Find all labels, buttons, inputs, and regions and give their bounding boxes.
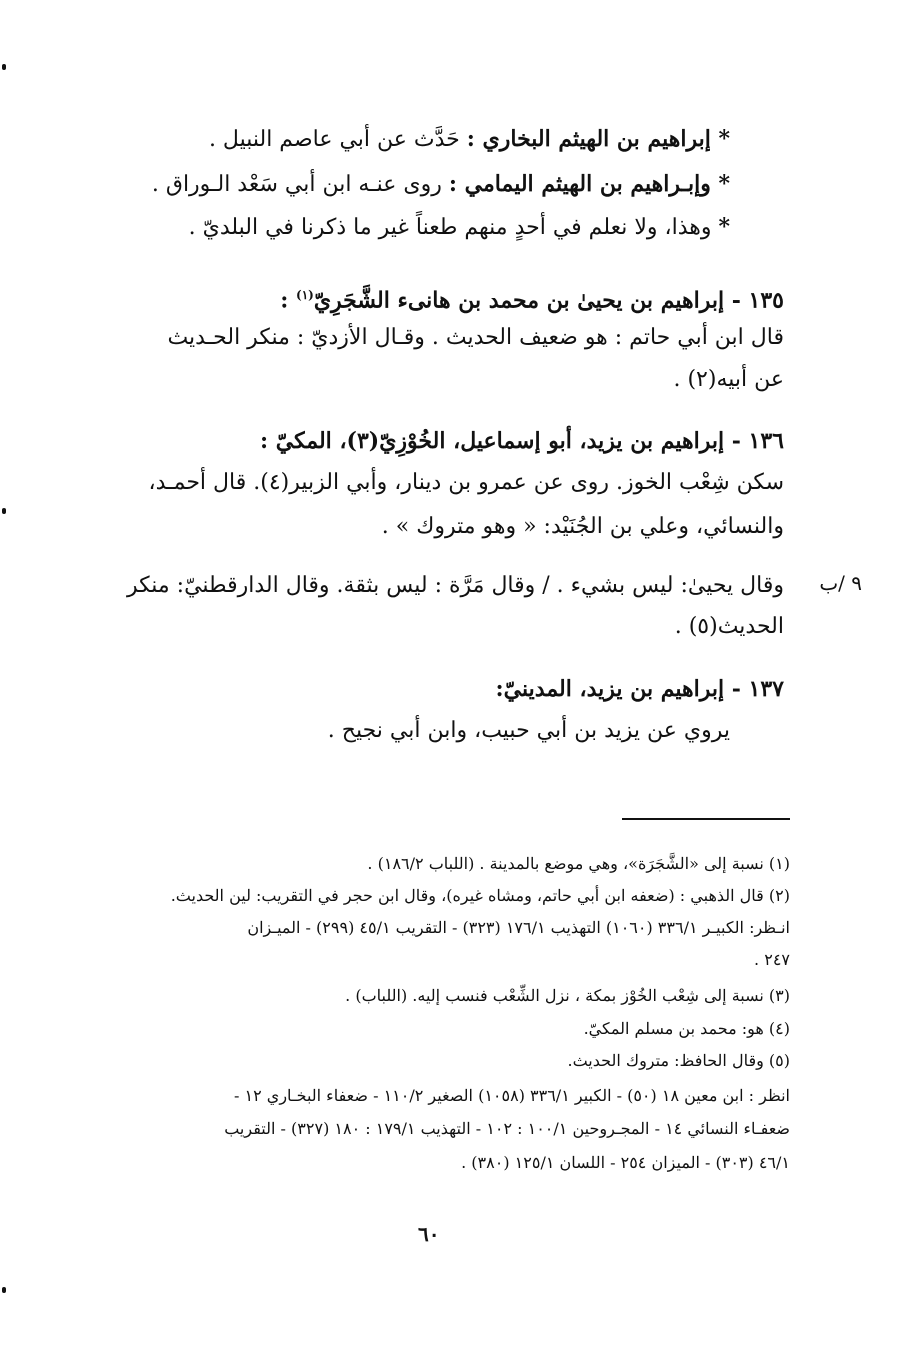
footnote: (٣) نسبة إلى شِعْب الخُوْز بمكة ، نزل الشِّعْب فنسب إليه. (اللباب) . — [345, 986, 790, 1005]
entry-heading — [280, 280, 784, 315]
intro-name: * إبراهيم بن الهيثم البخاري : — [466, 126, 730, 152]
footnote: ضعفـاء النسائي ١٤ - المجـروحين ١٠٠/١ : ١٠٢ - التهذيب ١٧٩/١ : ١٨٠ (٣٢٧) - التقريب — [224, 1119, 790, 1138]
scan-mark — [2, 64, 6, 70]
intro-text: حَدَّث عن أبي عاصم النبيل . — [208, 127, 467, 152]
intro-name: * وإبـراهيم بن الهيثم اليمامي : — [448, 171, 730, 197]
entry-heading-text: ١٣٥ - إبراهيم بن يحيىٰ بن محمد بن هانىء الشَّجَرِيّ — [313, 287, 784, 314]
footnote-ref: (١) — [296, 288, 314, 302]
footnote-separator — [622, 818, 790, 820]
footnote: ٢٤٧ . — [754, 950, 790, 969]
footnote: انظر : ابن معين ١٨ (٥٠) - الكبير ٣٣٦/١ (١٠٥٨) الصغير ١١٠/٢ - ضعفاء البخـاري ١٢ - — [234, 1086, 790, 1105]
footnote: (٥) وقال الحافظ: متروك الحديث. — [567, 1051, 790, 1070]
entry-line: وقال يحيىٰ: ليس بشيء . / وقال مَرَّة : ليس بثقة. وقال الدارقطنيّ: منكر — [126, 573, 784, 598]
intro-line — [152, 169, 730, 200]
intro-text: وهذا، ولا نعلم في أحدٍ منهم طعناً غير ما ذكرنا في البلديّ . — [188, 215, 719, 240]
entry-line: الحديث(٥) . — [674, 614, 784, 639]
intro-text: روى عنـه ابن أبي سَعْد الـوراق . — [151, 172, 449, 197]
entry-heading: ١٣٧ - إبراهيم بن يزيد، المدينيّ: — [495, 676, 784, 702]
scan-mark — [2, 508, 6, 514]
intro-name: * — [718, 214, 730, 240]
entry-heading: ١٣٦ - إبراهيم بن يزيد، أبو إسماعيل، الخُوْزِيّ(٣)، المكيّ : — [259, 428, 784, 454]
entry-line: يروي عن يزيد بن أبي حبيب، وابن أبي نجيح . — [327, 718, 730, 743]
entry-heading-tail: : — [280, 287, 296, 314]
intro-line — [209, 124, 730, 155]
scan-mark — [2, 1287, 6, 1293]
footnote: (٤) هو: محمد بن مسلم المكيّ. — [583, 1019, 790, 1038]
margin-folio-ref: ٩ /ب — [819, 571, 862, 595]
footnote: (٢) قال الذهبي : (ضعفه ابن أبي حاتم، ومشاه غيره)، وقال ابن حجر في التقريب: لين الحديث. — [170, 886, 790, 905]
intro-line — [189, 212, 730, 243]
entry-line: والنسائي، وعلي بن الجُنَيْد: « وهو متروك » . — [381, 514, 784, 539]
entry-line: سكن شِعْب الخوز. روى عن عمرو بن دينار، وأبي الزبير(٤). قال أحمـد، — [148, 470, 784, 495]
entry-line: عن أبيه(٢) . — [673, 367, 784, 392]
footnote: انـظر: الكبيـر ٣٣٦/١ (١٠٦٠) التهذيب ١٧٦/١ (٣٢٣) - التقريب ٤٥/١ (٢٩٩) - الميـزان — [247, 918, 790, 937]
footnote: ٤٦/١ (٣٠٣) - الميزان ٢٥٤ - اللسان ١٢٥/١ (٣٨٠) . — [461, 1153, 790, 1172]
page-number: ٦٠ — [418, 1222, 440, 1246]
footnote: (١) نسبة إلى «الشَّجَرَة»، وهي موضع بالمدينة . (اللباب ١٨٦/٢) . — [367, 854, 790, 873]
entry-line: قال ابن أبي حاتم : هو ضعيف الحديث . وقـال الأزديّ : منكر الحـديث — [167, 325, 784, 350]
